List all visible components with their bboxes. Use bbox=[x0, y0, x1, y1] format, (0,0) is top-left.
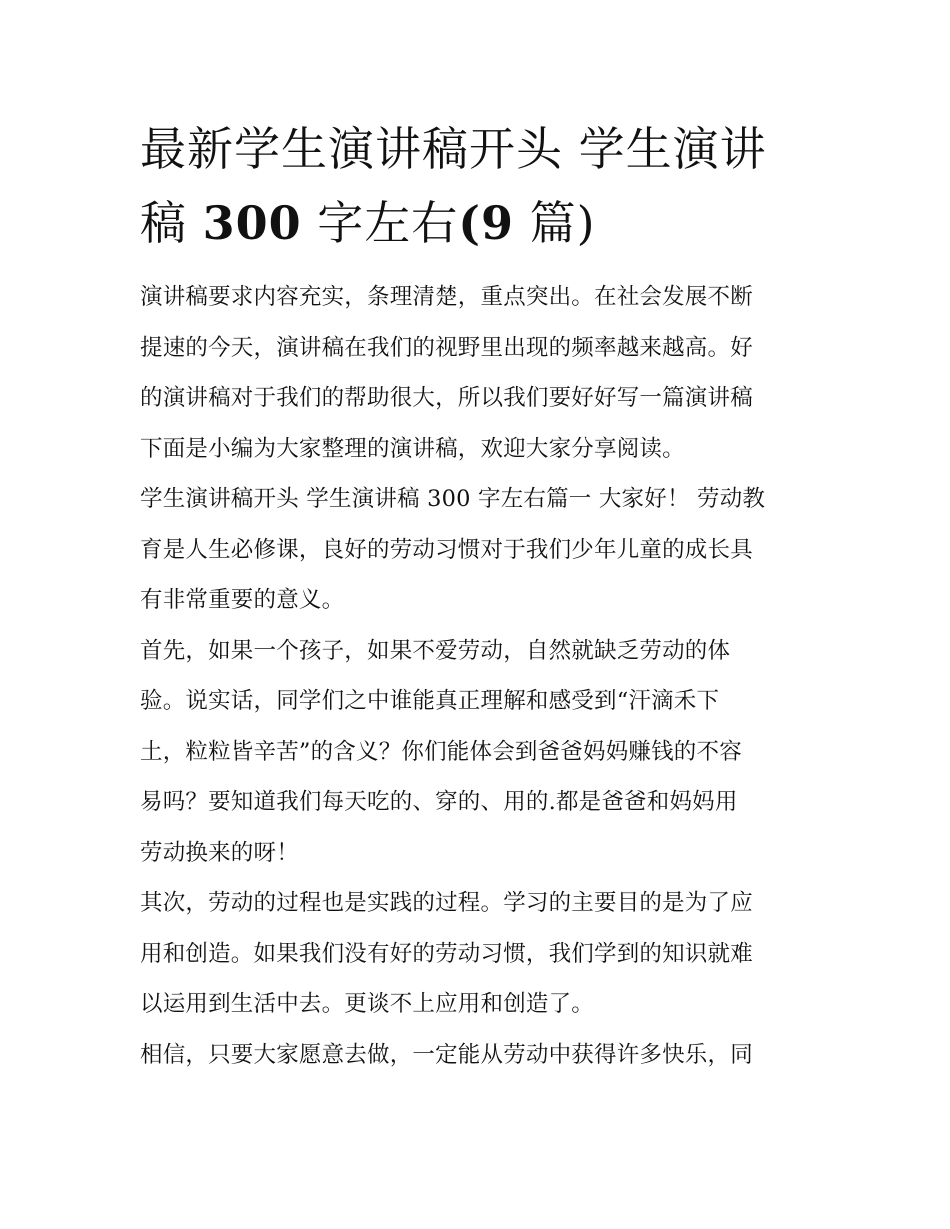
text-line: 土，粒粒皆辛苦”的含义？你们能体会到爸爸妈妈赚钱的不容 bbox=[140, 738, 742, 765]
text-line: 验。说实话，同学们之中谁能真正理解和感受到“汗滴禾下 bbox=[140, 688, 720, 714]
text-line: 以运用到生活中去。更谈不上应用和创造了。 bbox=[140, 991, 595, 1017]
document-title bbox=[140, 112, 812, 260]
paragraph-second-point bbox=[140, 878, 812, 1030]
text-line: 学生演讲稿开头 学生演讲稿 300 字左右篇一 大家好！ 劳动教 bbox=[140, 486, 766, 512]
text-line: 易吗？要知道我们每天吃的、穿的、用的.都是爸爸和妈妈用 bbox=[140, 789, 738, 815]
text-line: 相信，只要大家愿意去做，一定能从劳动中获得许多快乐，同 bbox=[140, 1041, 753, 1068]
title-number: 300 bbox=[202, 196, 302, 250]
document-page bbox=[140, 112, 812, 1080]
text-line: 提速的今天，演讲稿在我们的视野里出现的频率越来越高。好 bbox=[140, 334, 753, 361]
title-line-2: 稿 300 字左右(9 篇) bbox=[140, 196, 596, 250]
text-line: 其次，劳动的过程也是实践的过程。学习的主要目的是为了应 bbox=[140, 890, 753, 916]
paragraph-first-point bbox=[140, 626, 812, 879]
text-line: 有非常重要的意义。 bbox=[140, 587, 345, 613]
paragraph-intro bbox=[140, 272, 812, 474]
text-line: 演讲稿要求内容充实，条理清楚，重点突出。在社会发展不断 bbox=[140, 284, 753, 310]
text-line: 育是人生必修课，良好的劳动习惯对于我们少年儿童的成长具 bbox=[140, 536, 753, 563]
text-line: 首先，如果一个孩子，如果不爱劳动，自然就缺乏劳动的体 bbox=[140, 637, 731, 664]
paragraph-conclusion bbox=[140, 1030, 812, 1081]
title-line-1: 最新学生演讲稿开头 学生演讲 bbox=[140, 122, 767, 176]
text-line: 劳动换来的呀！ bbox=[140, 839, 299, 866]
text-line: 的演讲稿对于我们的帮助很大，所以我们要好好写一篇演讲稿 bbox=[140, 385, 753, 411]
title-count: (9 bbox=[458, 196, 515, 250]
paragraph-speech-opening bbox=[140, 474, 812, 626]
text-line: 下面是小编为大家整理的演讲稿，欢迎大家分享阅读。 bbox=[140, 435, 685, 462]
text-line: 用和创造。如果我们没有好的劳动习惯，我们学到的知识就难 bbox=[140, 940, 753, 967]
